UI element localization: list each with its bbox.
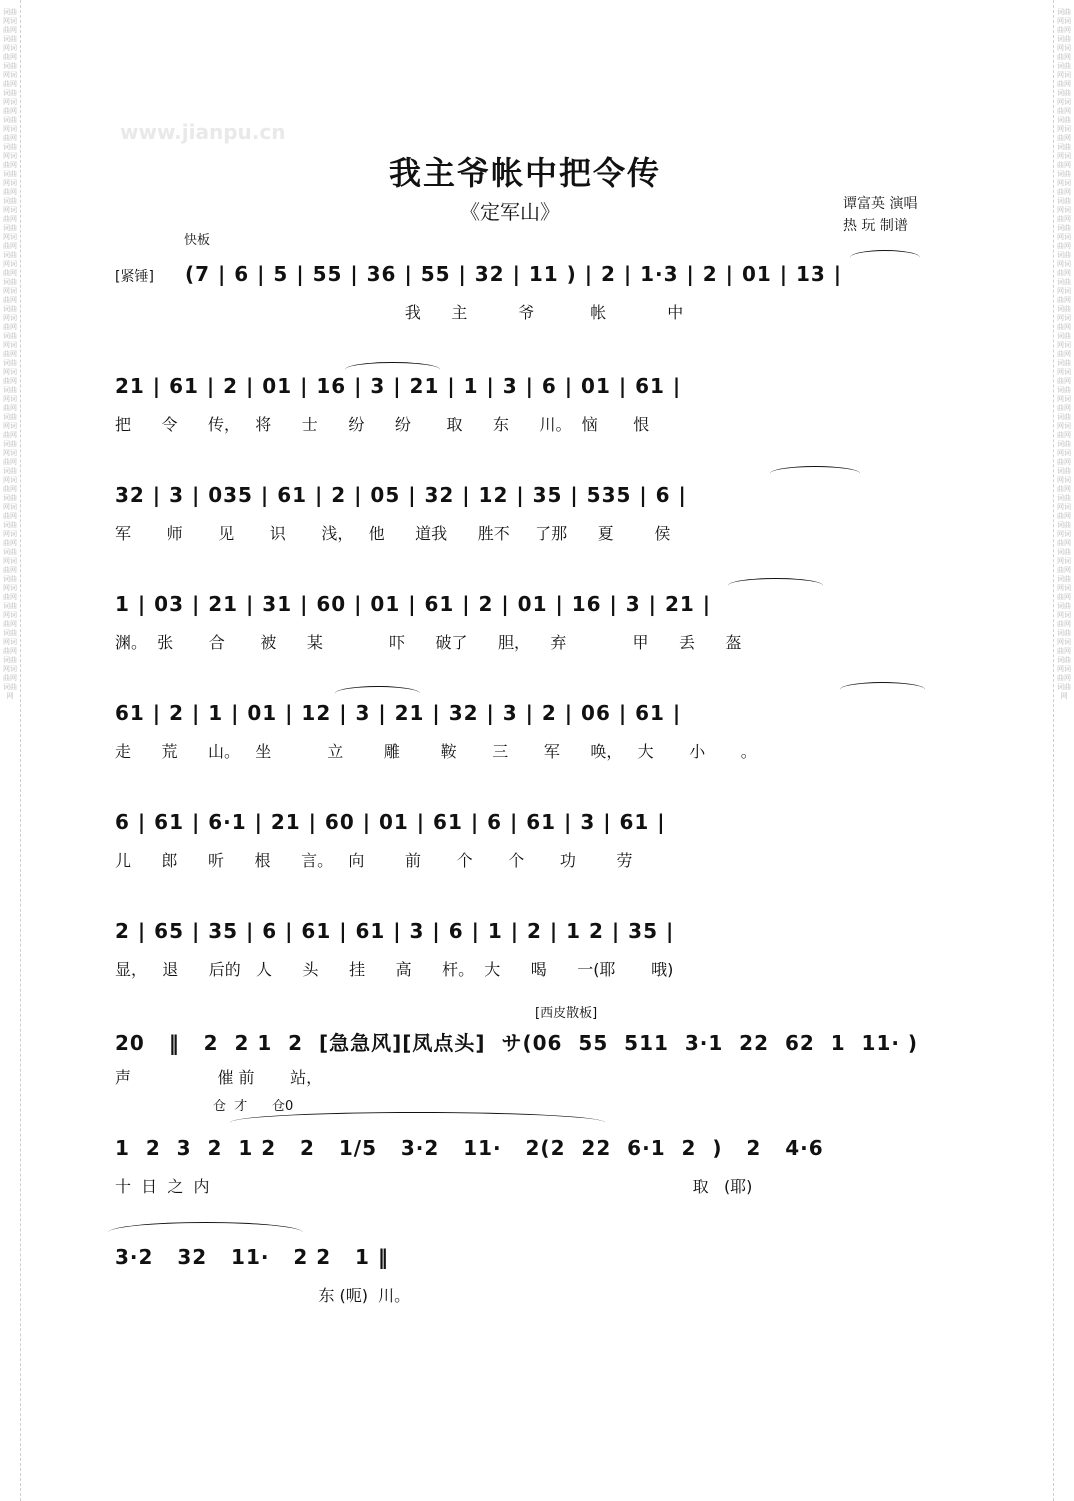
- slur: [728, 578, 823, 593]
- tempo-marking: 快板: [184, 233, 211, 248]
- lyric-line-3: 军 师 见 识 浅， 他 道我 胜不 了那 夏 侯: [115, 524, 671, 543]
- slur: [850, 250, 920, 265]
- notation-line-6: 6 | 61 | 6·1 | 21 | 60 | 01 | 61 | 6 | 61 | 3 | 61 |: [115, 810, 666, 834]
- lyric-line-8: 声 催 前 站，: [115, 1068, 323, 1087]
- right-margin-strip: [1053, 0, 1074, 1501]
- notation-line-2: 21 | 61 | 2 | 01 | 16 | 3 | 21 | 1 | 3 | 6 | 01 | 61 |: [115, 374, 682, 398]
- left-margin-strip: [0, 0, 21, 1501]
- long-slur: [230, 1112, 605, 1133]
- notation-line-5: 61 | 2 | 1 | 01 | 12 | 3 | 21 | 32 | 3 | 2 | 06 | 61 |: [115, 701, 682, 725]
- mode-label: [西皮散板]: [535, 1006, 598, 1021]
- lyric-line-9: 十 日 之 内 取 (耶): [115, 1177, 753, 1196]
- notation-line-4: 1 | 03 | 21 | 31 | 60 | 01 | 61 | 2 | 01 | 16 | 3 | 21 |: [115, 592, 712, 616]
- site-watermark: www.jianpu.cn: [120, 120, 286, 144]
- notation-line-9: 1 2 3 2 1 2 2 1/5 3·2 11· 2(2 22 6·1 2 ) 2 4·6: [115, 1136, 824, 1160]
- slur: [840, 682, 925, 697]
- lyric-line-5: 走 荒 山。 坐 立 雕 鞍 三 军 唤， 大 小 。: [115, 742, 757, 761]
- notation-line-3: 32 | 3 | 035 | 61 | 2 | 05 | 32 | 12 | 35 | 535 | 6 |: [115, 483, 687, 507]
- slur: [335, 686, 420, 701]
- lyric-line-2: 把 令 传， 将 士 纷 纷 取 东 川。 恼 恨: [115, 415, 650, 434]
- lyric-line-1: 我 主 爷 帐 中: [115, 303, 684, 322]
- page-title: 我主爷帐中把令传: [388, 154, 661, 192]
- left-margin-watermark: 词曲网词曲网词曲网词曲网词曲网词曲网词曲网词曲网词曲网词曲网词曲网词曲网词曲网词曲网词曲网词曲网词曲网词曲网词曲网词曲网词曲网词曲网词曲网词曲网词曲网词曲网词曲网词曲网词曲网词曲网词曲网词曲网词曲网词曲网词曲网词曲网词曲网词曲网词曲网词曲网词曲网词曲网词曲网词曲网词曲网词曲网词曲网词曲网词曲网词曲网词曲网: [3, 8, 17, 700]
- slur: [345, 362, 440, 377]
- gong-syllables: 仓 才 仓0: [213, 1099, 294, 1114]
- slur: [770, 466, 860, 481]
- right-margin-watermark: 词曲网词曲网词曲网词曲网词曲网词曲网词曲网词曲网词曲网词曲网词曲网词曲网词曲网词曲网词曲网词曲网词曲网词曲网词曲网词曲网词曲网词曲网词曲网词曲网词曲网词曲网词曲网词曲网词曲网词曲网词曲网词曲网词曲网词曲网词曲网词曲网词曲网词曲网词曲网词曲网词曲网词曲网词曲网词曲网词曲网词曲网词曲网词曲网词曲网词曲网词曲网: [1057, 8, 1071, 700]
- notation-line-1: (7 | 6 | 5 | 55 | 36 | 55 | 32 | 11 ) | 2 | 1·3 | 2 | 01 | 13 |: [185, 262, 843, 286]
- notation-line-10: 3·2 32 11· 2 2 1 ‖: [115, 1245, 389, 1269]
- notation-line-8: 20 ‖ 2 2 1 2 [急急风][凤点头] サ(06 55 511 3·1 22 62 1 11· ): [115, 1031, 919, 1055]
- performer-credit: 谭富英 演唱: [843, 196, 918, 212]
- long-slur: [108, 1222, 303, 1243]
- lyric-line-6: 儿 郎 听 根 言。 向 前 个 个 功 劳: [115, 851, 633, 870]
- notation-line-7: 2 | 65 | 35 | 6 | 61 | 61 | 3 | 6 | 1 | 2 | 1 2 | 35 |: [115, 919, 675, 943]
- lyric-line-7: 显， 退 后的 人 头 挂 高 杆。 大 喝 一(耶 哦): [115, 960, 674, 979]
- opera-name: 《定军山》: [460, 200, 560, 224]
- transcriber-credit: 热 玩 制谱: [843, 218, 908, 234]
- lyric-line-10: 东 (呃) 川。: [115, 1286, 411, 1305]
- percussion-prefix: [紧锤]: [115, 269, 154, 285]
- lyric-line-4: 渊。 张 合 被 某 吓 破了 胆， 弃 甲 丢 盔: [115, 633, 742, 652]
